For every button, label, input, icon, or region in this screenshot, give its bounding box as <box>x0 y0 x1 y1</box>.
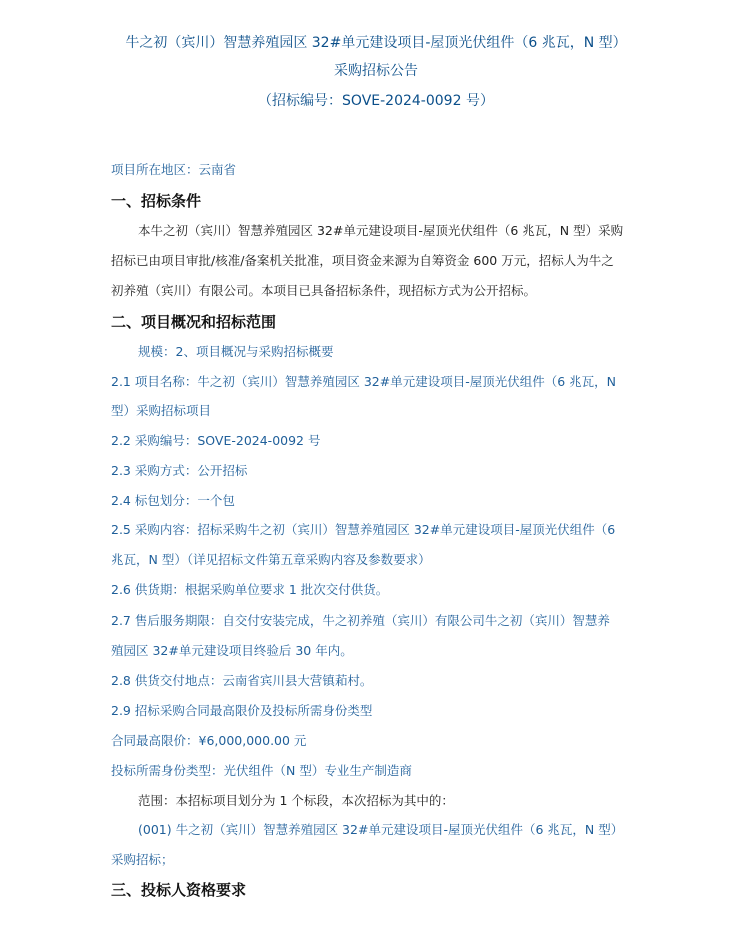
section1-paragraph-line-1: 本牛之初（宾川）智慧养殖园区 32#单元建设项目-屋顶光伏组件（6 兆瓦，N 型）采购 <box>138 223 624 238</box>
page-title-line-2: 采购招标公告 <box>334 63 418 79</box>
section2-item-2-1-line-2: 型）采购招标项目 <box>111 403 212 418</box>
section2-item-2-9: 2.9 招标采购合同最高限价及投标所需身份类型 <box>111 703 373 718</box>
lot-line-1: (001) 牛之初（宾川）智慧养殖园区 32#单元建设项目-屋顶光伏组件（6 兆瓦，N 型） <box>138 822 624 837</box>
bidder-identity-type: 投标所需身份类型：光伏组件（N 型）专业生产制造商 <box>111 763 412 778</box>
max-contract-price: 合同最高限价：¥6,000,000.00 元 <box>111 733 307 748</box>
section2-item-2-6: 2.6 供货期：根据采购单位要求 1 批次交付供货。 <box>111 582 389 597</box>
section2-item-2-3: 2.3 采购方式：公开招标 <box>111 463 248 478</box>
tender-number: （招标编号：SOVE-2024-0092 号） <box>258 93 494 109</box>
section-heading-1: 一、招标条件 <box>111 192 202 210</box>
section2-item-2-8: 2.8 供货交付地点：云南省宾川县大营镇萂村。 <box>111 673 373 688</box>
section2-item-2-5-line-2: 兆瓦，N 型）（详见招标文件第五章采购内容及参数要求） <box>111 552 431 567</box>
section-heading-3: 三、投标人资格要求 <box>111 881 247 899</box>
section2-item-2-2: 2.2 采购编号：SOVE-2024-0092 号 <box>111 433 321 448</box>
section2-item-2-7-line-1: 2.7 售后服务期限：自交付安装完成，牛之初养殖（宾川）有限公司牛之初（宾川）智慧养 <box>111 613 610 628</box>
section2-scale: 规模：2、项目概况与采购招标概要 <box>138 344 334 359</box>
section2-item-2-1-line-1: 2.1 项目名称：牛之初（宾川）智慧养殖园区 32#单元建设项目-屋顶光伏组件（6 兆瓦，N <box>111 374 616 389</box>
section1-paragraph-line-2: 招标已由项目审批/核准/备案机关批准，项目资金来源为自筹资金 600 万元，招标人为牛之 <box>111 253 614 268</box>
section2-scope: 范围：本招标项目划分为 1 个标段，本次招标为其中的： <box>138 793 454 808</box>
section2-item-2-5-line-1: 2.5 采购内容：招标采购牛之初（宾川）智慧养殖园区 32#单元建设项目-屋顶光伏组件（6 <box>111 522 616 537</box>
section2-item-2-7-line-2: 殖园区 32#单元建设项目终验后 30 年内。 <box>111 643 353 658</box>
section-heading-2: 二、项目概况和招标范围 <box>111 313 277 331</box>
project-location: 项目所在地区：云南省 <box>111 162 237 177</box>
lot-line-2: 采购招标； <box>111 852 174 867</box>
page-title-line-1: 牛之初（宾川）智慧养殖园区 32#单元建设项目-屋顶光伏组件（6 兆瓦，N 型） <box>125 35 627 51</box>
section1-paragraph-line-3: 初养殖（宾川）有限公司。本项目已具备招标条件，现招标方式为公开招标。 <box>111 283 537 298</box>
section2-item-2-4: 2.4 标包划分：一个包 <box>111 493 235 508</box>
